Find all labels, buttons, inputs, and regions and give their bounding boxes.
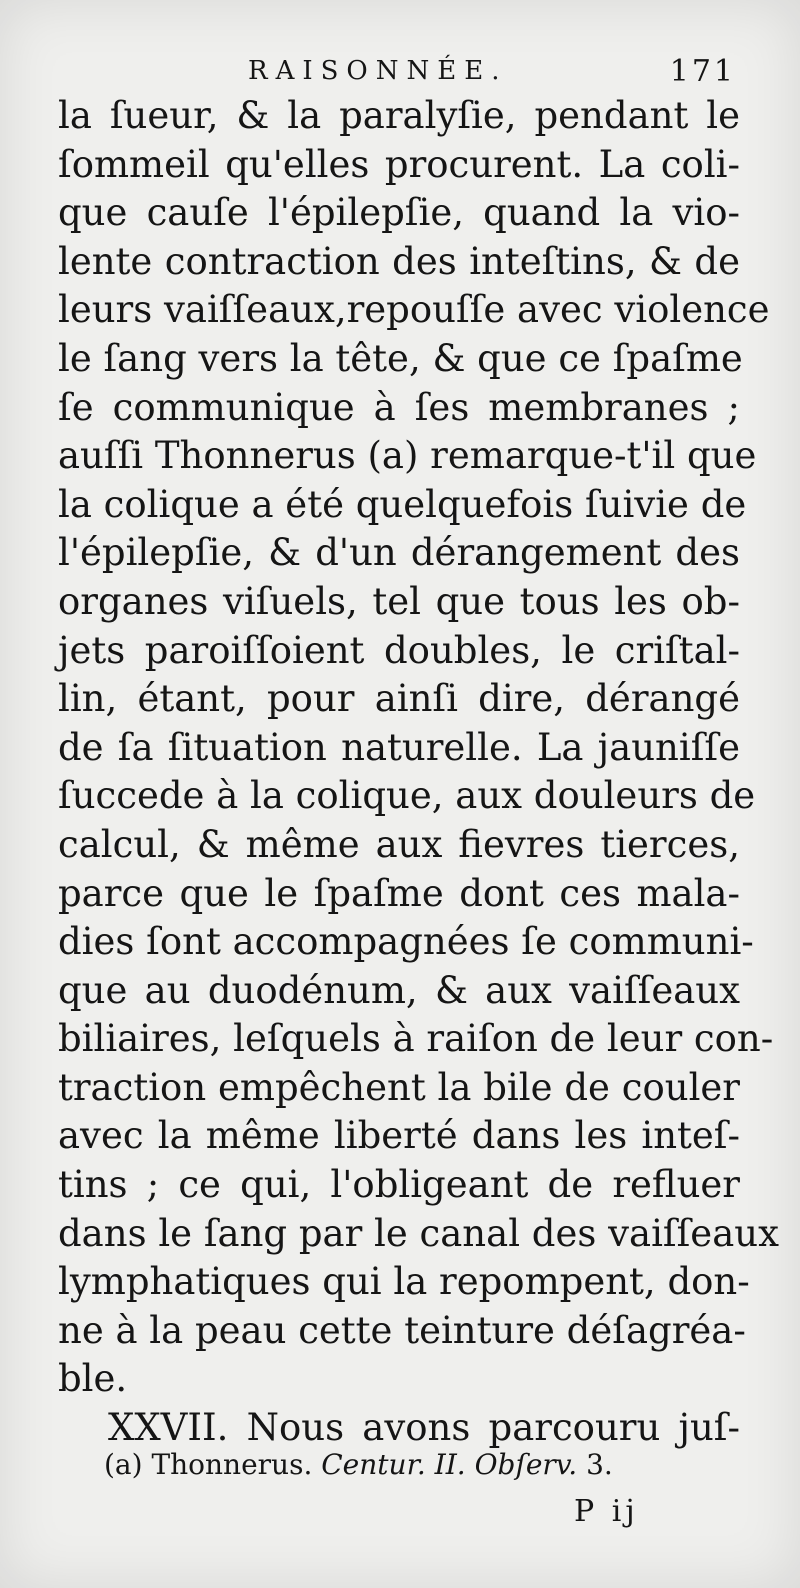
- text-line: ble.: [58, 1357, 128, 1401]
- text-line: la ſueur, & la paralyſie, pendant le: [58, 94, 740, 137]
- text-line: avec la même liberté dans les inteſ-: [58, 1114, 740, 1158]
- text-line: dies ſont accompagnées ſe communi-: [58, 920, 754, 964]
- text-line: la colique a été quelquefois ſuivie de: [58, 482, 747, 526]
- text-line: traction empêchent la bile de couler: [58, 1065, 740, 1109]
- text-line: que au duodénum, & aux vaiſſeaux: [58, 968, 740, 1012]
- text-line: biliaires, leſquels à raiſon de leur con-: [58, 1017, 774, 1061]
- text-line: dans le ſang par le canal des vaiſſeaux: [58, 1211, 779, 1255]
- text-line: lente contraction des inteſtins, & de: [58, 239, 740, 283]
- text-line: parce que le ſpaſme dont ces mala-: [58, 871, 740, 915]
- text-line: jets paroiſſoient doubles, le criſtal-: [58, 628, 740, 672]
- text-line: ne à la peau cette teinture déſagréa-: [58, 1308, 746, 1352]
- text-line: auſſi Thonnerus (a) remarque-t'il que: [58, 434, 757, 478]
- text-line: le ſang vers la tête, & que ce ſpaſme: [58, 336, 743, 380]
- text-line: lin, étant, pour ainſi dire, dérangé: [58, 677, 740, 721]
- text-line: l'épilepſie, & d'un dérangement des: [58, 531, 740, 575]
- footnote-marker: (a): [104, 1448, 143, 1481]
- text-line: leurs vaiſſeaux,repouſſe avec violence: [58, 288, 770, 332]
- text-line: de ſa ſituation naturelle. La jauniſſe: [58, 725, 740, 769]
- footnote-reference: Centur. II. Obſerv.: [321, 1448, 578, 1481]
- text-line: tins ; ce qui, l'obligeant de refluer: [58, 1163, 740, 1207]
- section-line: XXVII. Nous avons parcouru juſ-: [108, 1406, 740, 1450]
- text-line: que cauſe l'épilepſie, quand la vio-: [58, 191, 740, 235]
- running-head: RAISONNÉE.: [248, 56, 508, 86]
- footnote-number: 3.: [586, 1448, 613, 1481]
- text-line: ſuccede à la colique, aux douleurs de: [58, 774, 756, 818]
- footnote: [104, 1448, 613, 1481]
- footnote-author: Thonnerus.: [151, 1448, 313, 1481]
- page-number: 171: [669, 54, 736, 89]
- text-line: lymphatiques qui la repompent, don-: [58, 1260, 750, 1304]
- text-line: organes viſuels, tel que tous les ob-: [58, 579, 740, 623]
- signature-mark: P ij: [574, 1494, 639, 1529]
- text-line: calcul, & même aux fievres tierces,: [58, 822, 740, 866]
- text-line: ſe communique à ſes membranes ;: [58, 385, 740, 429]
- text-line: ſommeil qu'elles procurent. La coli-: [58, 142, 740, 186]
- body-text: [58, 92, 779, 1453]
